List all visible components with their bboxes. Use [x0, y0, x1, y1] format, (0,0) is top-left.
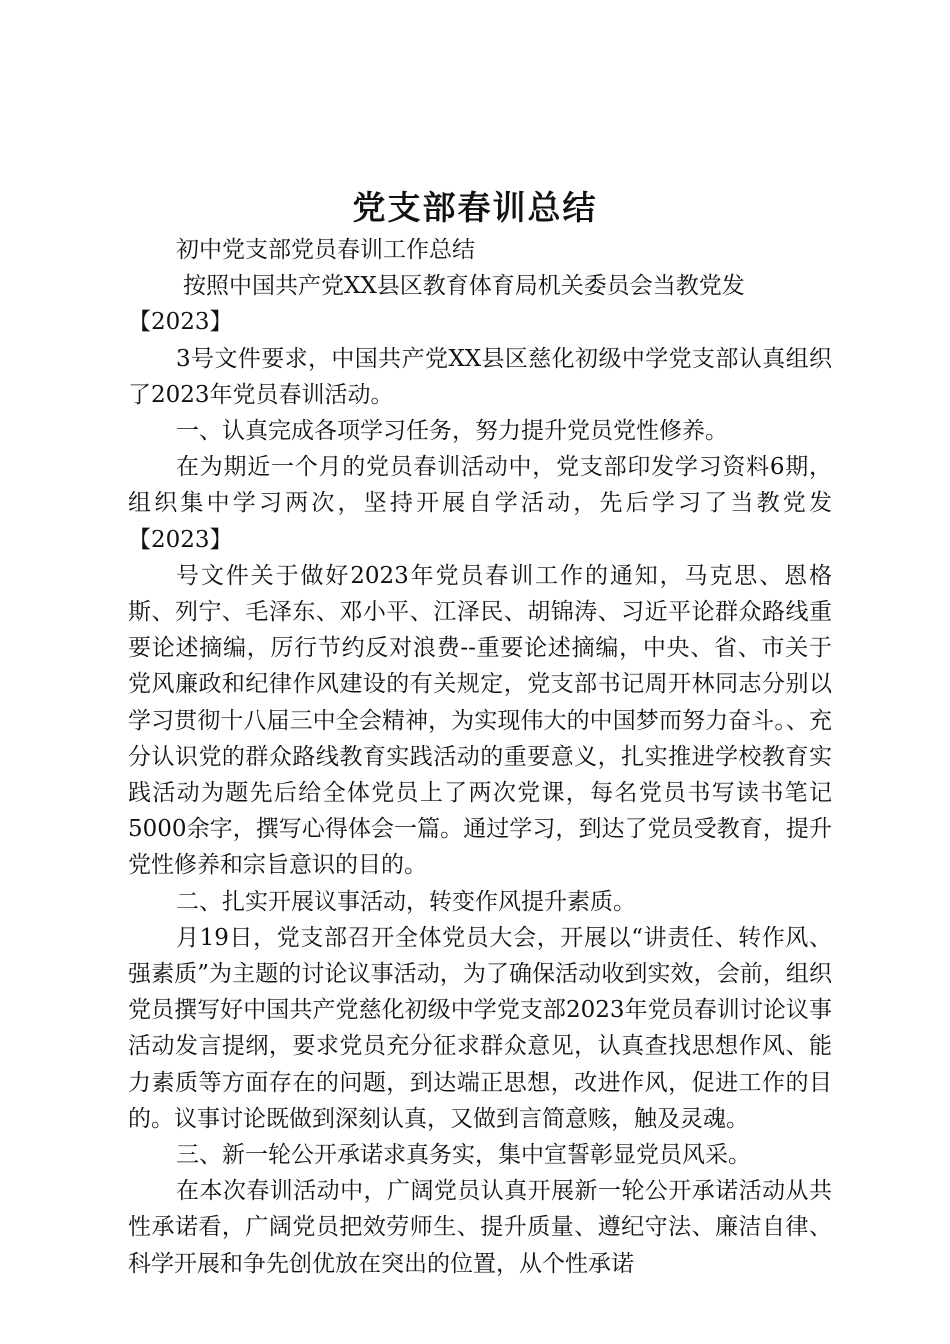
paragraph-document-requirement: 3号文件要求，中国共产党XX县区慈化初级中学党支部认真组织了2023年党员春训活动。	[128, 345, 832, 408]
document-body	[128, 232, 832, 1282]
paragraph-study-content: 号文件关于做好2023年党员春训工作的通知，马克思、恩格斯、列宁、毛泽东、邓小平、江泽民、胡锦涛、习近平论群众路线重要论述摘编，厉行节约反对浪费--重要论述摘编，中央、省、市关于党风廉政和纪律作风建设的有关规定，党支部书记周开林同志分别以学习贯彻十八届三中全会精神，为实现伟大的中国梦而努力奋斗。、充分认识党的群众路线教育实践活动的重要意义，扎实推进学校教育实践活动为题先后给全体党员上了两次党课，每名党员书写读书笔记5000余字，撰写心得体会一篇。通过学习，到达了党员受教育，提升党性修养和宗旨意识的目的。	[128, 562, 832, 879]
paragraph-study-materials: 在为期近一个月的党员春训活动中，党支部印发学习资料6期，组织集中学习两次，坚持开展自学活动，先后学习了当教党发【2023】	[128, 454, 832, 553]
paragraph-public-commitment: 在本次春训活动中，广阔党员认真开展新一轮公开承诺活动从共性承诺看，广阔党员把效劳师生、提升质量、遵纪守法、廉洁自律、科学开展和争先创优放在突出的位置，从个性承诺	[128, 1178, 832, 1277]
section-heading-2: 二、扎实开展议事活动，转变作风提升素质。	[176, 888, 636, 915]
paragraph-discussion-meeting: 月19日，党支部召开全体党员大会，开展以“讲责任、转作风、强素质”为主题的讨论议事活动，为了确保活动收到实效，会前，组织党员撰写好中国共产党慈化初级中学党支部2023年党员春训讨论议事活动发言提纲，要求党员充分征求群众意见，认真查找思想作风、能力素质等方面存在的问题，到达端正思想，改进作风，促进工作的目的。议事讨论既做到深刻认真，又做到言简意赅，触及灵魂。	[128, 924, 832, 1132]
section-heading-1: 一、认真完成各项学习任务，努力提升党员党性修养。	[176, 418, 728, 445]
paragraph-bracket-year: 【2023】	[128, 309, 233, 336]
document-title: 党支部春训总结	[352, 188, 598, 227]
section-heading-3: 三、新一轮公开承诺求真务实，集中宣誓彰显党员风采。	[176, 1142, 751, 1169]
paragraph-intro: 按照中国共产党XX县区教育体育局机关委员会当教党发	[183, 273, 745, 300]
paragraph-subtitle: 初中党支部党员春训工作总结	[176, 237, 475, 263]
